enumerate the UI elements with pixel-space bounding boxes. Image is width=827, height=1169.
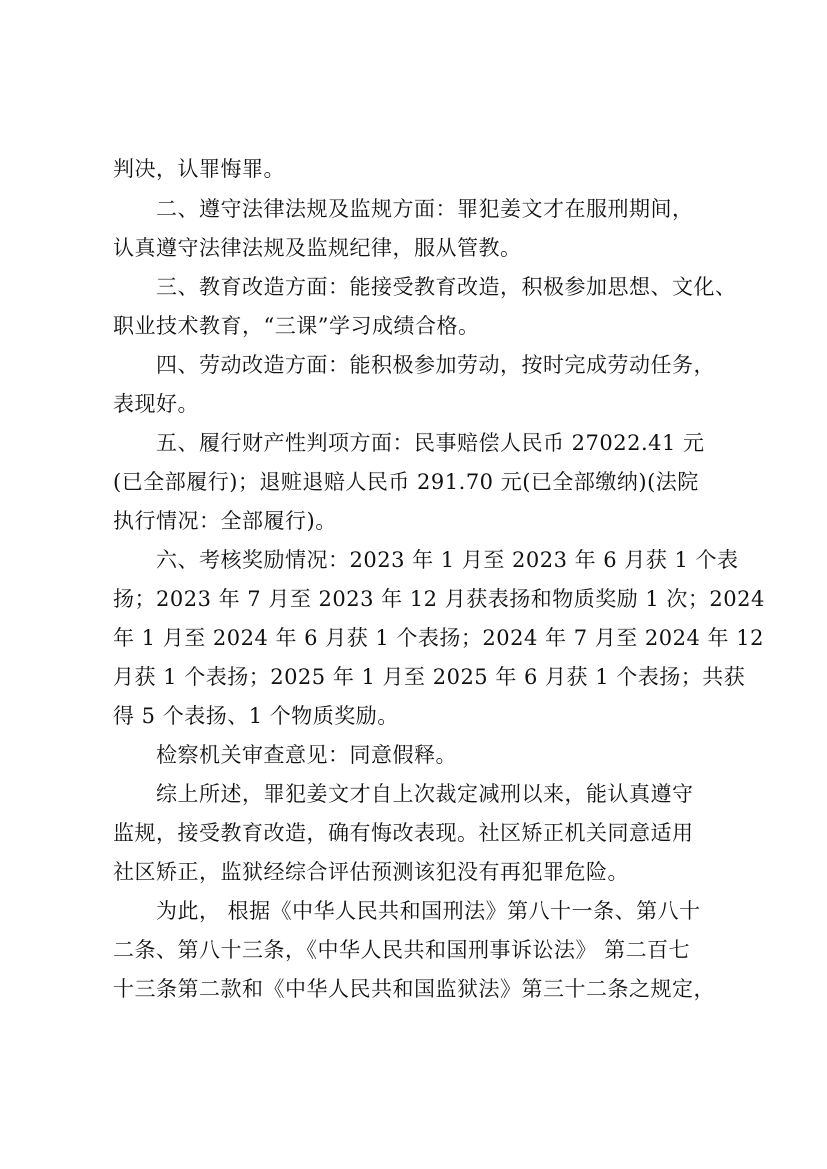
- text-line-19: 社区矫正，监狱经综合评估预测该犯没有再犯罪危险。: [113, 860, 629, 884]
- text-line-18: 监规，接受教育改造，确有悔改表现。社区矫正机关同意适用: [113, 821, 694, 845]
- text-line-13: 年 1 月至 2024 年 6 月获 1 个表扬；2024 年 7 月至 2024 年 12: [113, 626, 764, 650]
- text-line-10: 执行情况：全部履行)。: [113, 509, 337, 533]
- text-line-2: 二、遵守法律法规及监规方面：罪犯姜文才在服刑期间，: [156, 197, 694, 221]
- text-line-20: 为此， 根据《中华人民共和国刑法》第八十一条、第八十: [156, 899, 701, 923]
- text-line-3: 认真遵守法律法规及监规纪律，服从管教。: [113, 236, 522, 260]
- text-line-16: 检察机关审查意见：同意假释。: [156, 743, 457, 767]
- text-line-9: (已全部履行)；退赃退赔人民币 291.70 元(已全部缴纳)(法院: [113, 470, 699, 494]
- text-line-1: 判决，认罪悔罪。: [113, 157, 285, 181]
- text-line-15: 得 5 个表扬、1 个物质奖励。: [113, 704, 399, 728]
- text-line-5: 职业技术教育，“三课”学习成绩合格。: [113, 314, 480, 338]
- text-line-17: 综上所述，罪犯姜文才自上次裁定减刑以来，能认真遵守: [156, 782, 694, 806]
- text-line-11: 六、考核奖励情况：2023 年 1 月至 2023 年 6 月获 1 个表: [156, 548, 739, 572]
- text-line-7: 表现好。: [113, 392, 199, 416]
- text-line-21: 二条、第八十三条，《中华人民共和国刑事诉讼法》 第二百七: [113, 938, 691, 962]
- text-line-8: 五、履行财产性判项方面：民事赔偿人民币 27022.41 元: [156, 431, 705, 455]
- text-line-22: 十三条第二款和《中华人民共和国监狱法》第三十二条之规定，: [113, 977, 715, 1001]
- text-line-14: 月获 1 个表扬；2025 年 1 月至 2025 年 6 月获 1 个表扬；共获: [113, 665, 746, 689]
- text-line-6: 四、劳动改造方面：能积极参加劳动，按时完成劳动任务，: [156, 353, 715, 377]
- text-line-12: 扬；2023 年 7 月至 2023 年 12 月获表扬和物质奖励 1 次；2024: [113, 587, 765, 611]
- text-line-4: 三、教育改造方面：能接受教育改造，积极参加思想、文化、: [156, 275, 737, 299]
